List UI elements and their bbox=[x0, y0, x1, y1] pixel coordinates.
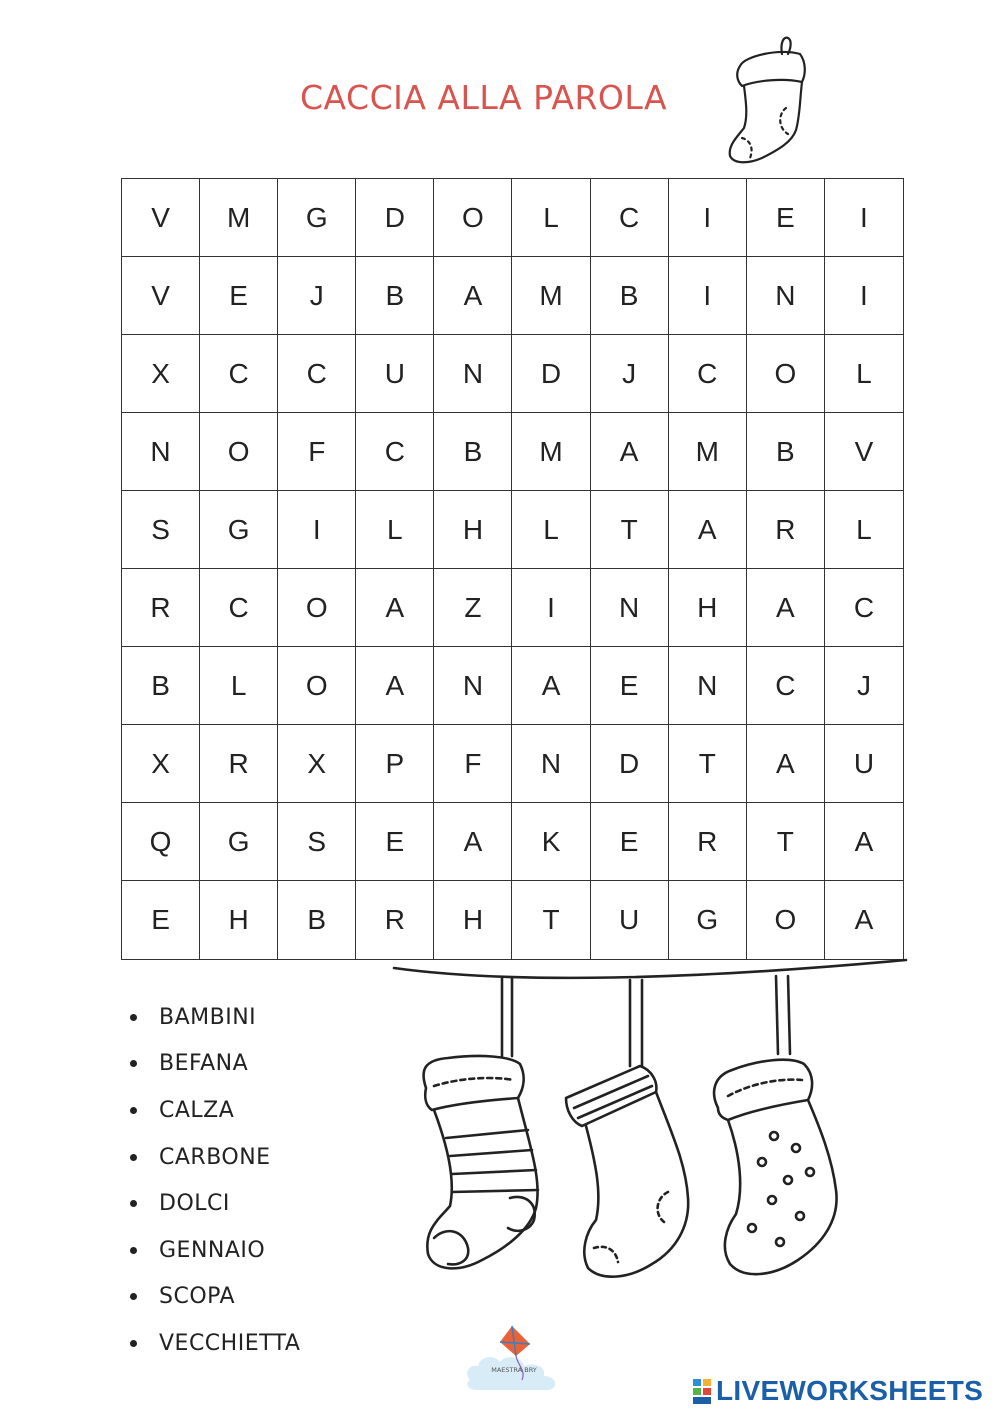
word-label: BAMBINI bbox=[159, 1004, 257, 1030]
grid-cell: E bbox=[747, 179, 825, 257]
grid-cell: N bbox=[434, 647, 512, 725]
grid-cell: F bbox=[434, 725, 512, 803]
grid-cell: I bbox=[825, 257, 903, 335]
grid-cell: R bbox=[669, 803, 747, 881]
grid-cell: J bbox=[825, 647, 903, 725]
grid-cell: A bbox=[854, 904, 874, 935]
grid-cell: S bbox=[122, 491, 200, 569]
liveworksheets-logo-icon bbox=[692, 1377, 712, 1405]
grid-cell: O bbox=[278, 647, 356, 725]
grid-cell: O bbox=[434, 179, 512, 257]
word-label: BEFANA bbox=[159, 1051, 249, 1077]
grid-cell: K bbox=[512, 803, 590, 881]
grid-cell: L bbox=[356, 491, 434, 569]
grid-cell: H bbox=[434, 491, 512, 569]
grid-cell: B bbox=[122, 647, 200, 725]
grid-cell: G bbox=[200, 491, 278, 569]
grid-cell: M bbox=[200, 179, 278, 257]
grid-cell: C bbox=[356, 413, 434, 491]
word-list-item bbox=[130, 1041, 300, 1088]
grid-cell: G bbox=[278, 179, 356, 257]
grid-cell: U bbox=[591, 881, 669, 959]
grid-cell: N bbox=[434, 335, 512, 413]
grid-cell: N bbox=[669, 647, 747, 725]
word-label: CARBONE bbox=[159, 1144, 271, 1170]
grid-cell: T bbox=[512, 881, 590, 959]
grid-cell: C bbox=[200, 569, 278, 647]
bullet-icon bbox=[130, 1107, 137, 1114]
word-label: SCOPA bbox=[159, 1284, 236, 1310]
grid-cell: O bbox=[747, 335, 825, 413]
bullet-icon bbox=[130, 1014, 137, 1021]
grid-cell: G bbox=[669, 881, 747, 959]
grid-cell: X bbox=[278, 725, 356, 803]
grid-cell: A bbox=[512, 647, 590, 725]
grid-cell: A bbox=[591, 413, 669, 491]
word-label: CALZA bbox=[159, 1097, 235, 1123]
stocking-icon bbox=[722, 34, 814, 166]
grid-cell: A bbox=[747, 569, 825, 647]
grid-cell: A bbox=[434, 803, 512, 881]
grid-cell: R bbox=[747, 491, 825, 569]
grid-cell: D bbox=[512, 335, 590, 413]
grid-cell: C bbox=[747, 647, 825, 725]
grid-cell: L bbox=[825, 491, 903, 569]
word-list-item bbox=[130, 1227, 300, 1274]
grid-cell: R bbox=[356, 881, 434, 959]
grid-cell: I bbox=[669, 257, 747, 335]
grid-cell: I bbox=[512, 569, 590, 647]
grid-cell: N bbox=[591, 569, 669, 647]
grid-cell: E bbox=[591, 803, 669, 881]
grid-cell: B bbox=[747, 413, 825, 491]
grid-cell: N bbox=[747, 257, 825, 335]
grid-cell: Q bbox=[122, 803, 200, 881]
bullet-icon bbox=[130, 1293, 137, 1300]
grid-cell: A bbox=[825, 803, 903, 881]
word-list-item bbox=[130, 1274, 300, 1321]
grid-cell: X bbox=[122, 335, 200, 413]
grid-cell: U bbox=[356, 335, 434, 413]
word-list-item bbox=[130, 1134, 300, 1181]
grid-cell: A bbox=[434, 257, 512, 335]
word-list-item bbox=[130, 1087, 300, 1134]
word-label: VECCHIETTA bbox=[159, 1330, 301, 1356]
grid-cell: A bbox=[669, 491, 747, 569]
grid-cell: N bbox=[122, 413, 200, 491]
grid-cell: H bbox=[434, 881, 512, 959]
grid-cell: X bbox=[122, 725, 200, 803]
grid-cell: H bbox=[669, 569, 747, 647]
grid-cell: A bbox=[747, 725, 825, 803]
grid-cell: I bbox=[278, 491, 356, 569]
word-search-grid bbox=[121, 178, 904, 960]
word-label: DOLCI bbox=[159, 1191, 230, 1217]
bullet-icon bbox=[130, 1200, 137, 1207]
bullet-icon bbox=[130, 1060, 137, 1067]
bullet-icon bbox=[130, 1154, 137, 1161]
grid-cell: V bbox=[122, 179, 200, 257]
grid-cell: Z bbox=[434, 569, 512, 647]
grid-cell: G bbox=[200, 803, 278, 881]
grid-cell: M bbox=[512, 257, 590, 335]
grid-cell: T bbox=[591, 491, 669, 569]
grid-cell: D bbox=[356, 179, 434, 257]
grid-cell: V bbox=[122, 257, 200, 335]
grid-cell: B bbox=[434, 413, 512, 491]
grid-cell: B bbox=[591, 257, 669, 335]
grid-cell: E bbox=[356, 803, 434, 881]
grid-cell: H bbox=[200, 881, 278, 959]
grid-cell: C bbox=[278, 335, 356, 413]
grid-cell: A bbox=[356, 569, 434, 647]
grid-cell: L bbox=[512, 179, 590, 257]
word-list-item bbox=[130, 1320, 300, 1367]
grid-cell: R bbox=[122, 569, 200, 647]
grid-cell: I bbox=[825, 179, 903, 257]
hanging-stockings-illustration bbox=[390, 958, 910, 1298]
logo-text: MAESTRA BRY bbox=[491, 1366, 537, 1374]
word-label: GENNAIO bbox=[159, 1237, 266, 1263]
word-list-item bbox=[130, 1180, 300, 1227]
grid-cell: O bbox=[747, 881, 825, 959]
grid-cell: D bbox=[591, 725, 669, 803]
brand-text: LIVEWORKSHEETS bbox=[716, 1375, 984, 1406]
grid-cell: B bbox=[278, 881, 356, 959]
word-list bbox=[130, 994, 300, 1367]
grid-cell: L bbox=[512, 491, 590, 569]
grid-cell: J bbox=[278, 257, 356, 335]
grid-cell: C bbox=[669, 335, 747, 413]
liveworksheets-brand bbox=[692, 1374, 983, 1408]
kite-cloud-icon bbox=[460, 1322, 570, 1394]
grid-cell: F bbox=[278, 413, 356, 491]
grid-cell: A bbox=[356, 647, 434, 725]
grid-cell: L bbox=[825, 335, 903, 413]
grid-cell: R bbox=[200, 725, 278, 803]
grid-cell: N bbox=[512, 725, 590, 803]
grid-cell: V bbox=[825, 413, 903, 491]
grid-cell: O bbox=[278, 569, 356, 647]
grid-cell: E bbox=[200, 257, 278, 335]
grid-cell: C bbox=[825, 569, 903, 647]
grid-cell: B bbox=[356, 257, 434, 335]
grid-cell: T bbox=[747, 803, 825, 881]
grid-cell: M bbox=[669, 413, 747, 491]
grid-cell: C bbox=[591, 179, 669, 257]
page-title: CACCIA ALLA PAROLA bbox=[300, 78, 668, 117]
maestra-bry-logo bbox=[460, 1322, 570, 1394]
grid-cell: T bbox=[669, 725, 747, 803]
grid-cell: I bbox=[669, 179, 747, 257]
bullet-icon bbox=[130, 1247, 137, 1254]
grid-cell: C bbox=[200, 335, 278, 413]
grid-cell: U bbox=[825, 725, 903, 803]
grid-cell: L bbox=[200, 647, 278, 725]
grid-cell: O bbox=[200, 413, 278, 491]
grid-cell: J bbox=[591, 335, 669, 413]
bullet-icon bbox=[130, 1340, 137, 1347]
grid-cell: M bbox=[512, 413, 590, 491]
grid-cell: E bbox=[122, 881, 200, 959]
grid-cell: E bbox=[591, 647, 669, 725]
grid-cell: P bbox=[356, 725, 434, 803]
grid-cell: S bbox=[278, 803, 356, 881]
word-list-item bbox=[130, 994, 300, 1041]
